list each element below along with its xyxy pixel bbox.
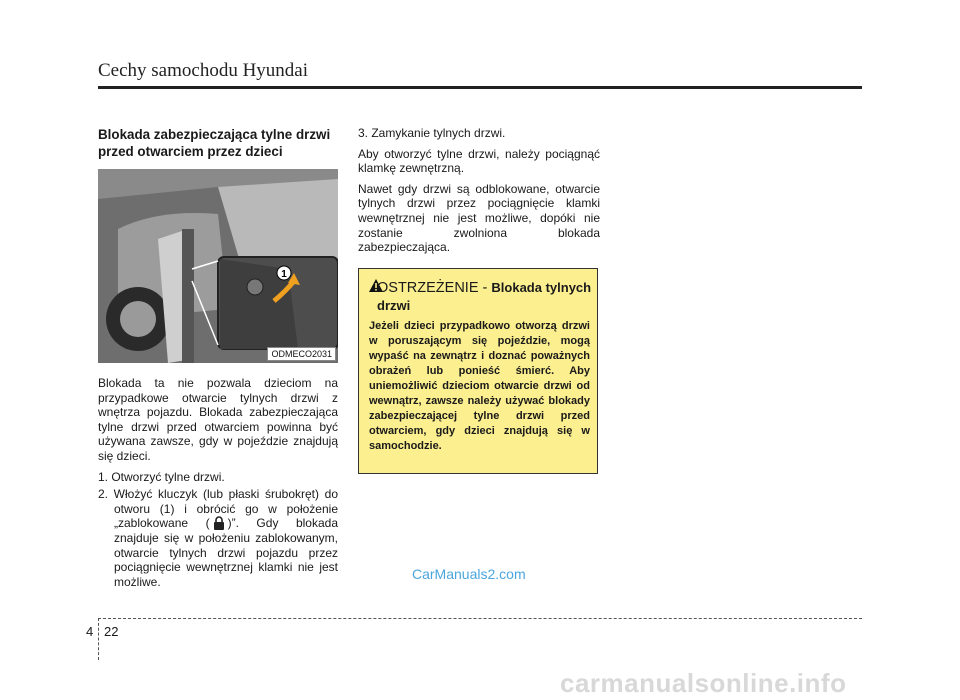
- child-lock-illustration: [98, 169, 338, 363]
- unlocked-paragraph: Nawet gdy drzwi są odblokowane, otwarcie tylnych drzwi przez pociągnięcie klamki wewnętrznej nie jest możliwe, dopóki nie zostanie zwolniona blokada zabezpieczająca.: [358, 181, 600, 255]
- figure-code: ODMECO2031: [267, 347, 336, 361]
- left-column: [98, 126, 338, 592]
- site-watermark: CarManuals2.com: [412, 566, 526, 582]
- page-header-title: Cechy samochodu Hyundai: [98, 60, 309, 81]
- step-2-text-b: )”. Gdy blokada znajduje się w położeniu zablokowanym, otwarcie tylnych drzwi pojazdu przez pociągnięcie wewnętrznej klamki nie jest możliwe.: [114, 516, 339, 589]
- header-divider: [98, 86, 862, 89]
- step-1: 1. Otworzyć tylne drzwi.: [98, 469, 225, 484]
- warning-box: [358, 268, 598, 474]
- warning-subtitle: Blokada tylnych drzwi: [377, 280, 592, 313]
- callout-number: 1: [281, 269, 287, 280]
- child-lock-figure: [98, 169, 338, 363]
- chapter-number: 4: [86, 624, 94, 639]
- step-2-text-a: 2. Włożyć kluczyk (lub płaski śrubokręt) do otworu (1) i obrócić go w położenie „zablokowane (: [98, 487, 338, 531]
- footer-watermark: carmanualsonline.info: [560, 668, 847, 698]
- section-heading: Blokada zabezpieczająca tylne drzwi przed otwarciem przez dzieci: [98, 127, 331, 159]
- footer-divider: [98, 618, 862, 619]
- page-number: 22: [104, 624, 119, 639]
- warning-body: Jeżeli dzieci przypadkowo otworzą drzwi w poruszającym się pojeździe, mogą wypaść na zewnątrz i doznać poważnych obrażeń lub ponieść śmierć. Aby uniemożliwić dzieciom otwarcie drzwi od wewnątrz, zawsze należy używać blokady zabezpieczającej tylne drzwi przed otwarciem, gdy dzieci znajdują się w samochodzie.: [369, 320, 590, 452]
- intro-paragraph: Blokada ta nie pozwala dzieciom na przypadkowe otwarcie tylnych drzwi z wnętrza pojazdu. Blokada zabezpieczająca tylne drzwi przed otwarciem powinna być używana zawsze, gdy w pojeździe znajdują się dzieci.: [98, 376, 338, 463]
- open-door-paragraph: Aby otworzyć tylne drzwi, należy pociągnąć klamkę zewnętrzną.: [358, 146, 600, 176]
- step-2: [98, 487, 338, 589]
- warning-label: OSTRZEŻENIE -: [377, 280, 488, 296]
- footer-vertical-divider: [98, 618, 99, 660]
- warning-title: [377, 279, 592, 315]
- steps-list: [98, 470, 338, 590]
- middle-column: [358, 126, 600, 261]
- step-3: 3. Zamykanie tylnych drzwi.: [358, 126, 506, 140]
- lock-icon: [212, 516, 226, 530]
